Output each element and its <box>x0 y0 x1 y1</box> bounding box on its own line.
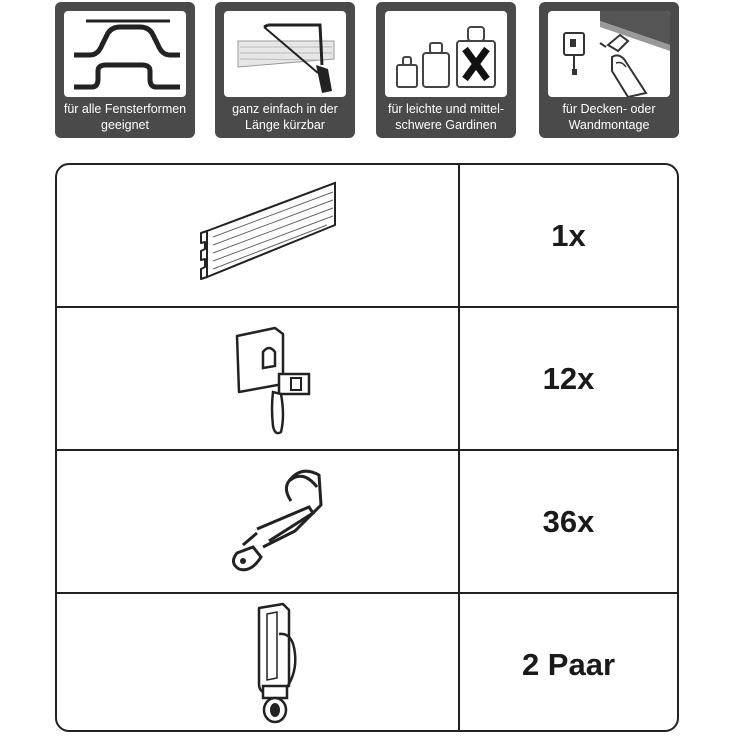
table-row <box>57 165 677 306</box>
window-rail-shapes-icon <box>64 11 186 97</box>
weights-icon <box>385 11 507 97</box>
table-row <box>57 449 677 592</box>
feature-caption: für alle Fensterformen geeignet <box>63 102 187 132</box>
curtain-rail-profile-icon <box>57 165 460 306</box>
feature-caption: ganz einfach in der Länge kürzbar <box>232 102 338 132</box>
contents-table <box>55 163 679 732</box>
end-stopper-icon <box>57 594 460 732</box>
hacksaw-cutting-rail-icon <box>224 11 346 97</box>
feature-tile-window-shapes <box>55 2 195 138</box>
table-row <box>57 592 677 732</box>
mounting-clip-icon <box>57 308 460 449</box>
feature-tile-weights <box>376 2 516 138</box>
quantity-label: 12x <box>542 360 595 396</box>
curtain-hook-glider-icon <box>57 451 460 592</box>
quantity-label: 36x <box>542 503 595 539</box>
table-row <box>57 306 677 449</box>
ceiling-wall-mount-icon <box>548 11 670 97</box>
quantity-label: 2 Paar <box>521 646 616 682</box>
feature-caption: für Decken- oder Wandmontage <box>562 102 656 132</box>
feature-tile-cuttable <box>215 2 355 138</box>
feature-caption: für leichte und mittel- schwere Gardinen <box>387 102 505 132</box>
feature-tile-mounting <box>539 2 679 138</box>
quantity-label: 1x <box>551 217 586 253</box>
